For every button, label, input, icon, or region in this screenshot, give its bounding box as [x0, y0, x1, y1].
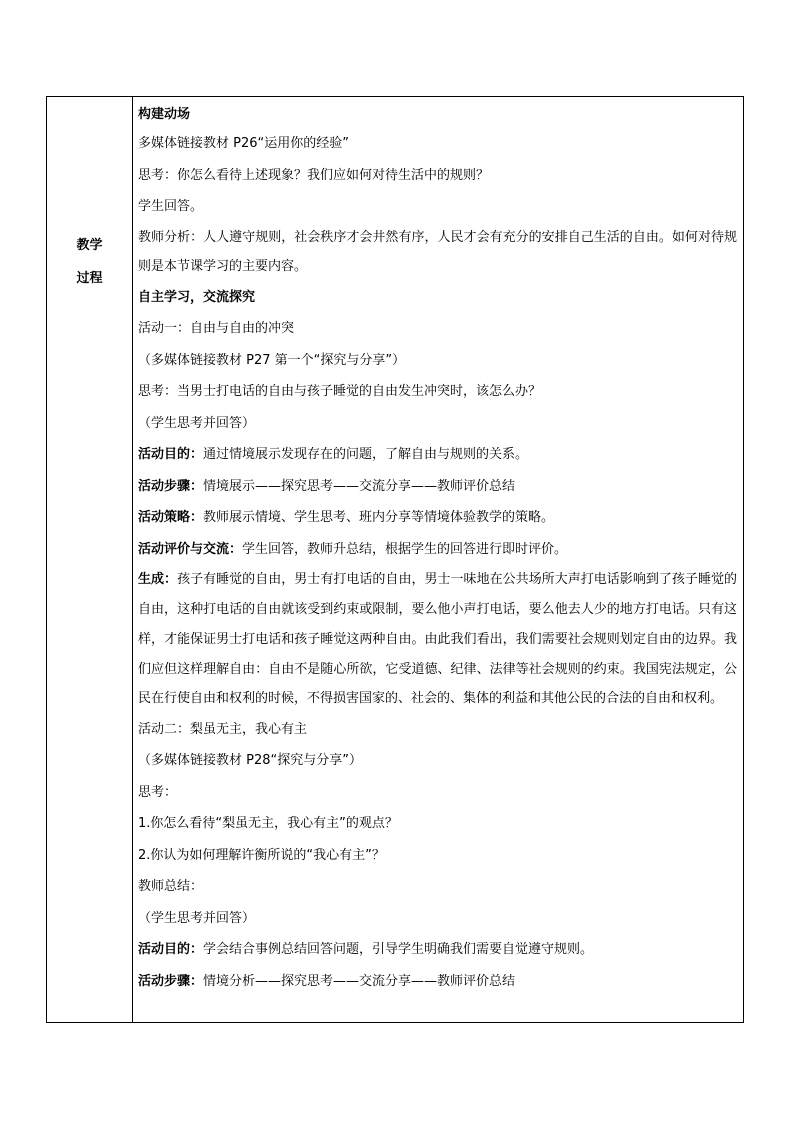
- activity-2-goal: [138, 934, 737, 966]
- activity-1-strategy-label: 活动策略：: [138, 510, 204, 526]
- activity-1-goal-label: 活动目的：: [138, 447, 204, 463]
- activity-1-steps-label: 活动步骤：: [138, 478, 204, 494]
- section-label-cell: [47, 97, 133, 1022]
- media-link-3: （多媒体链接教材 P28“探究与分享”）: [138, 753, 362, 769]
- activity-1-eval-label: 活动评价与交流：: [138, 541, 243, 557]
- student-think-1: （学生思考并回答）: [138, 415, 256, 431]
- activity-2-steps-text: 情境分析——探究思考——交流分享——教师评价总结: [203, 973, 516, 989]
- activity-1-strategy: [138, 502, 737, 534]
- student-answer-1: 学生回答。: [138, 199, 204, 214]
- activity-2-goal-label: 活动目的：: [138, 942, 204, 958]
- question-1: 1.你怎么看待“梨虽无主，我心有主”的观点？: [138, 816, 398, 832]
- media-link-2: （多媒体链接教材 P27 第一个“探究与分享”）: [138, 352, 406, 368]
- section-label-line1: 教学: [76, 238, 103, 253]
- activity-1-steps-text: 情境展示——探究思考——交流分享——教师评价总结: [203, 478, 516, 494]
- generation-text: 孩子有睡觉的自由，男士有打电话的自由，男士一味地在公共场所大声打电话影响到了孩子睡觉的自由，这种打电话的自由就该受到约束或限制，要么他小声打电话，要么他去人少的地方打电话。只有这样，才能保证男士打电话和孩子睡觉这两种自由。由此我们看出，我们需要社会规则划定自由的边界。我们应但这样理解自由：自由不是随心所欲，它受道德、纪律、法律等社会规则的约束。我国宪法规定，公民在行使自由和权利的时候，不得损害国家的、社会的、集体的利益和其他公民的合法的自由和权利。: [138, 572, 737, 707]
- think-question-2: 思考：当男士打电话的自由与孩子睡觉的自由发生冲突时，该怎么办？: [138, 384, 542, 400]
- activity-2-goal-text: 学会结合事例总结回答问题，引导学生明确我们需要自觉遵守规则。: [203, 942, 594, 958]
- activity-1-evaluation: [138, 534, 737, 566]
- activity-1-eval-text: 学生回答，教师升总结，根据学生的回答进行即时评价。: [242, 541, 568, 557]
- activity-1-title: 活动一：自由与自由的冲突: [138, 321, 295, 337]
- activity-2-steps: [138, 966, 737, 998]
- activity-1-goal: [138, 439, 737, 471]
- lesson-table: [46, 96, 744, 1023]
- section-label-line2: 过程: [76, 271, 103, 286]
- teacher-analysis: 教师分析：人人遵守规则，社会秩序才会井然有序，人民才会有充分的安排自己生活的自由。如何对待规则是本节课学习的主要内容。: [138, 229, 737, 275]
- think-label-3: 思考：: [138, 784, 178, 800]
- media-link-1: 多媒体链接教材 P26“运用你的经验”: [138, 136, 349, 151]
- teacher-summary: 教师总结：: [138, 879, 204, 895]
- question-2: 2.你认为如何理解许衡所说的“我心有主”？: [138, 847, 385, 863]
- activity-2-steps-label: 活动步骤：: [138, 973, 204, 989]
- generation-label: 生成：: [138, 572, 178, 588]
- heading-scene: 构建动场: [138, 107, 191, 122]
- think-question-1: 思考：你怎么看待上述现象？我们应如何对待生活中的规则？: [138, 167, 490, 183]
- section-label: [47, 229, 132, 295]
- activity-1-steps: [138, 471, 737, 503]
- content-cell: [133, 97, 743, 1022]
- generation-paragraph: [138, 565, 737, 714]
- activity-1-goal-text: 通过情境展示发现存在的问题，了解自由与规则的关系。: [203, 447, 529, 463]
- student-think-2: （学生思考并回答）: [138, 910, 256, 926]
- heading-self-study: 自主学习，交流探究: [138, 289, 256, 305]
- activity-2-title: 活动二：梨虽无主，我心有主: [138, 721, 308, 737]
- activity-1-strategy-text: 教师展示情境、学生思考、班内分享等情境体验教学的策略。: [203, 510, 555, 526]
